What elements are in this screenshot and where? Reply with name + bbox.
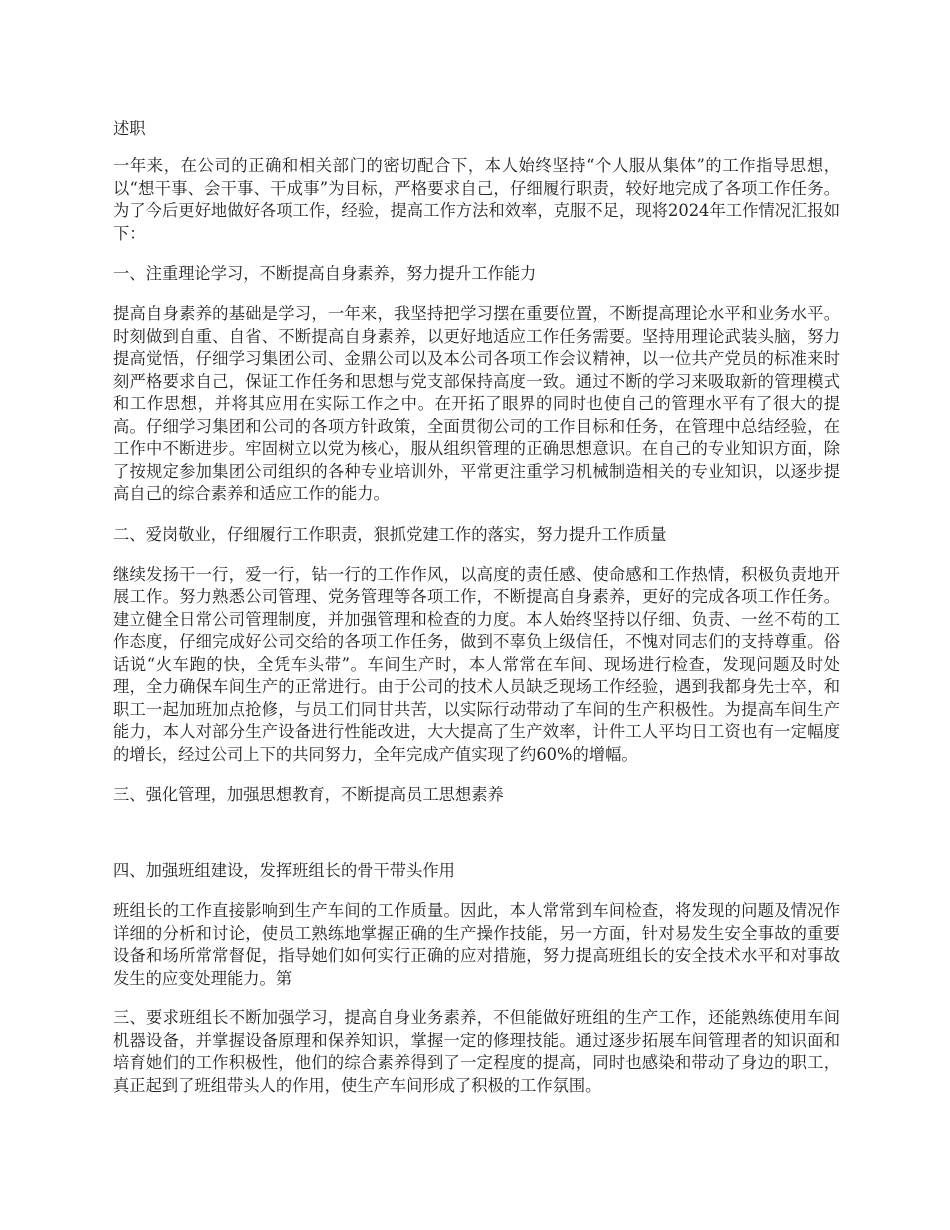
section-3-heading: 三、强化管理，加强思想教育，不断提高员工思想素养 [113,785,504,804]
document-title: 述职 [113,119,146,138]
section-1-body: 提高自身素养的基础是学习，一年来，我坚持把学习摆在重要位置，不断提高理论水平和业务水平。时刻做到自重、自省、不断提高自身素养，以更好地适应工作任务需要。坚持用理论武装头脑，努力提高觉悟，仔细学习集团公司、金鼎公司以及本公司各项工作会议精神，以一位共产党员的标准来时刻严格要求自己，保证工作任务和思想与党支部保持高度一致。通过不断的学习来吸取新的管理模式和工作思想，并将其应用在实际工作之中。在开拓了眼界的同时也使自己的管理水平有了很大的提高。仔细学习集团和公司的各项方针政策，全面贯彻公司的工作目标和任务，在管理中总结经验，在工作中不断进步。牢固树立以党为核心，服从组织管理的正确思想意识。在自己的专业知识方面，除了按规定参加集团公司组织的各种专业培训外，平常更注重学习机械制造相关的专业知识，以逐步提高自己的综合素养和适应工作的能力。 [113,304,840,503]
document-body [113,117,840,1114]
section-4-body: 班组长的工作直接影响到生产车间的工作质量。因此，本人常常到车间检查，将发现的问题及情况作详细的分析和讨论，使员工熟练地掌握正确的生产操作技能，另一方面，针对易发生安全事故的重要设备和场所常常督促，指导她们如何实行正确的应对措施，努力提高班组长的安全技术水平和对事故发生的应变处理能力。第 [113,901,840,988]
section-4-heading: 四、加强班组建设，发挥班组长的骨干带头作用 [113,861,455,880]
section-2-heading: 二、爱岗敬业，仔细履行工作职责，狠抓党建工作的落实，努力提升工作质量 [113,524,667,544]
intro-paragraph: 一年来，在公司的正确和相关部门的密切配合下，本人始终坚持“个人服从集体”的工作指导思想，以“想干事、会干事、干成事”为目标，严格要求自己，仔细履行职责，较好地完成了各项工作任务。为了今后更好地做好各项工作，经验，提高工作方法和效率，克服不足，现将2024年工作情况汇报如下： [113,156,840,243]
section-4-point-3: 三、要求班组长不断加强学习，提高自身业务素养，不但能做好班组的生产工作，还能熟练使用车间机器设备，并掌握设备原理和保养知识，掌握一定的修理技能。通过逐步拓展车间管理者的知识面和培育她们的工作积极性，他们的综合素养得到了一定程度的提高，同时也感染和带动了身边的职工，真正起到了班组带头人的作用，使生产车间形成了积极的工作氛围。 [113,1008,840,1095]
section-2-body: 继续发扬干一行，爱一行，钻一行的工作作风，以高度的责任感、使命感和工作热情，积极负责地开展工作。努力熟悉公司管理、党务管理等各项工作，不断提高自身素养，更好的完成各项工作任务。建立健全日常公司管理制度，并加强管理和检查的力度。本人始终坚持以仔细、负责、一丝不苟的工作态度，仔细完成好公司交给的各项工作任务，做到不辜负上级信任，不愧对同志们的支持尊重。俗话说“火车跑的快，全凭车头带”。车间生产时，本人常常在车间、现场进行检查，发现问题及时处理，全力确保车间生产的正常进行。由于公司的技术人员缺乏现场工作经验，遇到我都身先士卒，和职工一起加班加点抢修，与员工们同甘共苦，以实际行动带动了车间的生产积极性。为提高车间生产能力，本人对部分生产设备进行性能改进，大大提高了生产效率，计件工人平均日工资也有一定幅度的增长，经过公司上下的共同努力，全年完成产值实现了约60%的增幅。 [113,564,840,764]
section-1-heading: 一、注重理论学习，不断提高自身素养，努力提升工作能力 [113,264,537,283]
